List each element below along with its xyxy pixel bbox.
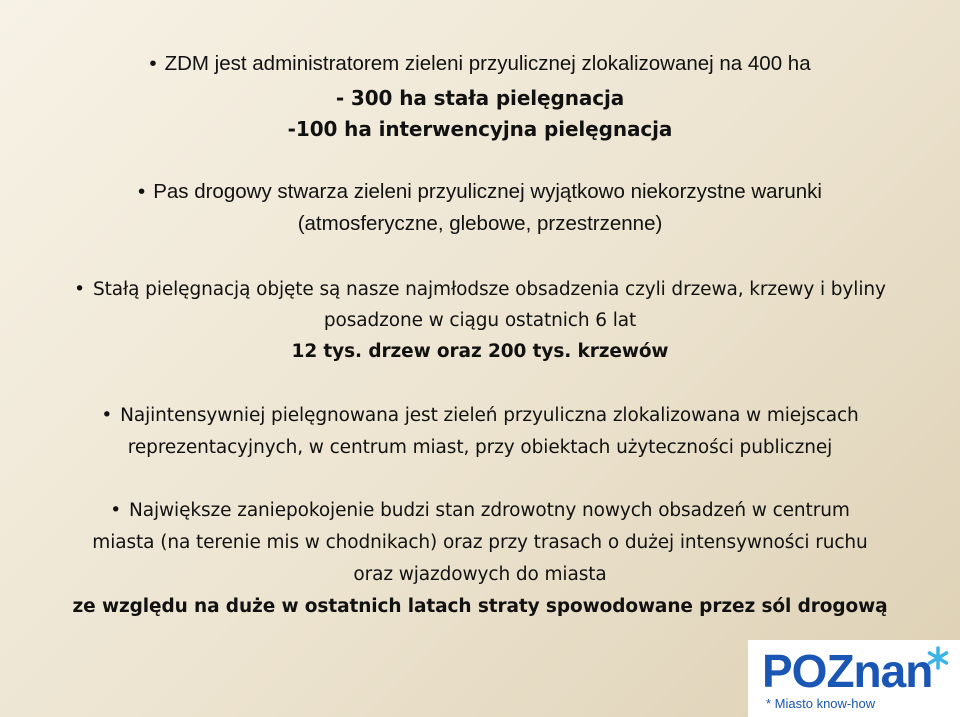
bullet-1-sub-1: - 300 ha stała pielęgnacja	[335, 86, 625, 110]
bullet-3-text: Stałą pielęgnacją objęte są nasze najmłodsze obsadzenia czyli drzewa, krzewy i byliny	[92, 279, 886, 300]
logo-brand: POZnan	[762, 645, 933, 697]
asterisk-icon	[926, 646, 950, 670]
bullet-3-line-3: 12 tys. drzew oraz 200 tys. krzewów	[291, 341, 669, 362]
bullet-1-text: ZDM jest administratorem zieleni przyulicznej zlokalizowanej na 400 ha	[164, 52, 811, 75]
bullet-4-text: Najintensywniej pielęgnowana jest zieleń przyuliczna zlokalizowana w miejscach	[120, 405, 859, 426]
bullet-4-line-1	[0, 405, 960, 426]
poznan-logo	[748, 640, 960, 717]
bullet-5-text: Największe zaniepokojenie budzi stan zdrowotny nowych obsadzeń w centrum	[129, 500, 850, 521]
logo-tagline-text: Miasto know-how	[774, 696, 876, 711]
bullet-4-line-2: reprezentacyjnych, w centrum miast, przy obiektach użyteczności publicznej	[127, 437, 833, 458]
logo-tagline	[766, 696, 875, 711]
bullet-2-line-1	[0, 180, 960, 204]
bullet-5-line-2: miasta (na terenie mis w chodnikach) oraz przy trasach o dużej intensywności ruchu	[92, 532, 868, 553]
bullet-1-line-1	[0, 52, 960, 76]
bullet-5-line-1	[0, 500, 960, 521]
bullet-1-sub-2: -100 ha interwencyjna pielęgnacja	[287, 117, 673, 141]
bullet-3-line-1	[0, 279, 960, 300]
bullet-2-line-2: (atmosferyczne, glebowe, przestrzenne)	[297, 212, 663, 235]
logo-tagline-star: *	[766, 696, 775, 711]
bullet-3-line-2: posadzone w ciągu ostatnich 6 lat	[323, 310, 637, 331]
bullet-5-line-4: ze względu na duże w ostatnich latach straty spowodowane przez sól drogową	[72, 596, 888, 617]
bullet-5-line-3: oraz wjazdowych do miasta	[353, 564, 607, 585]
bullet-2-text: Pas drogowy stwarza zieleni przyulicznej wyjątkowo niekorzystne warunki	[153, 180, 822, 203]
